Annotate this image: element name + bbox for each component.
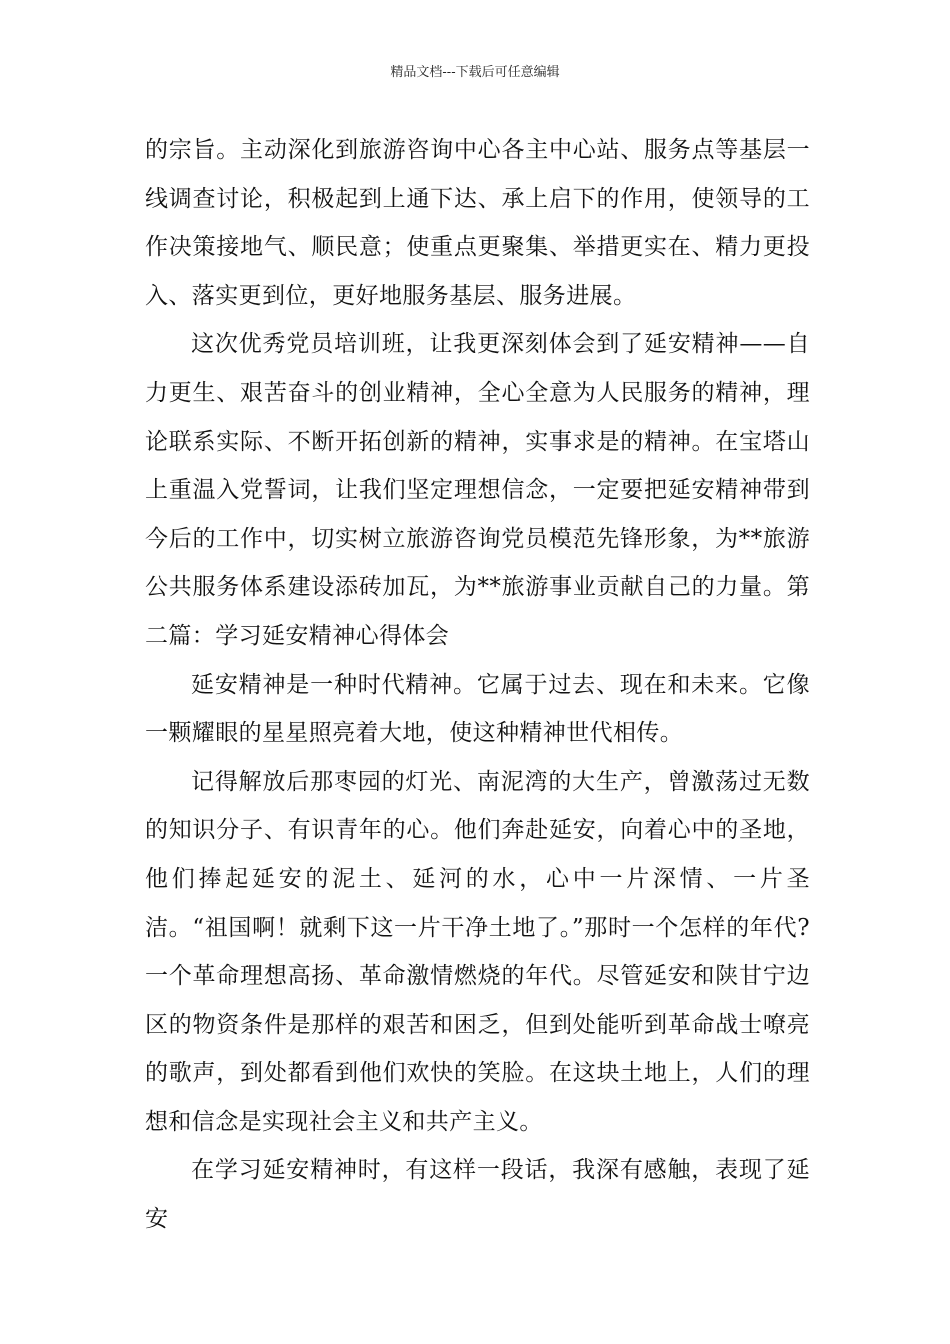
paragraph-4: 记得解放后那枣园的灯光、南泥湾的大生产，曾激荡过无数的知识分子、有识青年的心。他们奔赴延安，向着心中的圣地，他们捧起延安的泥土、延河的水，心中一片深情、一片圣洁。“祖国啊！就剩下这一片干净土地了。”那时一个怎样的年代?一个革命理想高扬、革命激情燃烧的年代。尽管延安和陕甘宁边区的物资条件是那样的艰苦和困乏，但到处能听到革命战士嘹亮的歌声，到处都看到他们欢快的笑脸。在这块土地上，人们的理想和信念是实现社会主义和共产主义。 xyxy=(145,768,810,1135)
paragraph-2: 这次优秀党员培训班，让我更深刻体会到了延安精神——自力更生、艰苦奋斗的创业精神，全心全意为人民服务的精神，理论联系实际、不断开拓创新的精神，实事求是的精神。在宝塔山上重温入党誓词，让我们坚定理想信念，一定要把延安精神带到今后的工作中，切实树立旅游咨询党员模范先锋形象，为**旅游公共服务体系建设添砖加瓦，为**旅游事业贡献自己的力量。第二篇：学习延安精神心得体会 xyxy=(145,331,810,649)
document-body xyxy=(145,126,810,1244)
page-header: 精品文档---下载后可任意编辑 xyxy=(390,65,560,80)
paragraph-1: 的宗旨。主动深化到旅游咨询中心各主中心站、服务点等基层一线调查讨论，积极起到上通下达、承上启下的作用，使领导的工作决策接地气、顺民意；使重点更聚集、举措更实在、精力更投入、落实更到位，更好地服务基层、服务进展。 xyxy=(145,137,810,309)
paragraph-5: 在学习延安精神时，有这样一段话，我深有感触，表现了延安 xyxy=(145,1157,810,1233)
paragraph-3: 延安精神是一种时代精神。它属于过去、现在和未来。它像一颗耀眼的星星照亮着大地，使这种精神世代相传。 xyxy=(145,671,810,747)
